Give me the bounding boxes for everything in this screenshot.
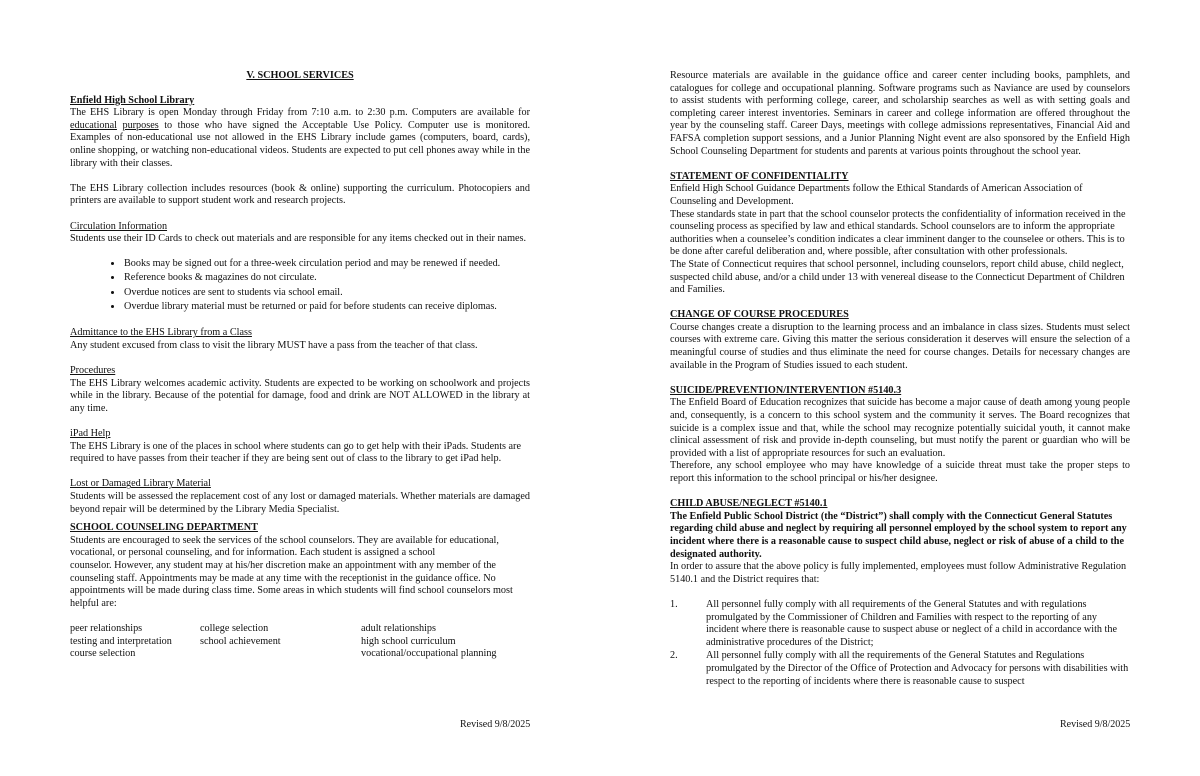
confidentiality-p3: The State of Connecticut requires that school personnel, including counselors, report child abuse, child neglect, suspected child abuse, and/or a child under 13 with venereal disease to the Connecticut Department of Children and Families.: [670, 258, 1125, 296]
area-item: course selection: [70, 648, 136, 660]
library-paragraph-2: The EHS Library collection includes resources (book & online) supporting the curriculum. Photocopiers and printers are available to support student work and research projects.: [70, 182, 530, 207]
area-item: peer relationships: [70, 622, 143, 634]
list-item: [670, 650, 1130, 688]
suicide-heading: SUICIDE/PREVENTION/INTERVENTION #5140.3: [670, 384, 902, 396]
area-item: adult relationships: [361, 622, 436, 634]
admittance-heading: Admittance to the EHS Library from a Class: [70, 327, 252, 339]
admittance-text: Any student excused from class to visit the library MUST have a pass from the teacher of that class.: [70, 339, 478, 351]
item-number: 2.: [670, 650, 678, 662]
child-abuse-policy: The Enfield Public School District (the “District”) shall comply with the Connecticut General Statutes regarding child abuse and neglect by requiring all personnel employed by the school system to report any incident where there is a reasonable cause to suspect child abuse, neglect or risk of abuse of a child to the designated authority.: [670, 510, 1127, 560]
left-footer: Revised 9/8/2025: [460, 719, 531, 730]
page-title: V. SCHOOL SERVICES: [246, 70, 354, 81]
confidentiality-p1: Enfield High School Guidance Departments follow the Ethical Standards of American Association of Counseling and Development.: [670, 183, 1083, 207]
item-number: 1.: [670, 598, 678, 610]
procedures-heading: Procedures: [70, 365, 116, 377]
item-text: All personnel fully comply with all requirements of the General Statutes and with regulations promulgated by the Commissioner of Children and Families with respect to the reporting of any incident where there is reasonable cause to suspect abuse or neglect of a child in accordance with the administrative procedures of the District;: [706, 598, 1118, 648]
area-item: college selection: [200, 622, 269, 634]
lost-text: Students will be assessed the replacement cost of any lost or damaged materials. Whether materials are damaged beyond repair will be determined by the Library Media Specialist.: [70, 491, 530, 515]
library-heading: Enfield High School Library: [70, 94, 195, 106]
ipad-heading: iPad Help: [70, 428, 111, 440]
list-item: [670, 599, 1130, 649]
child-abuse-heading: CHILD ABUSE/NEGLECT #5140.1: [670, 498, 828, 510]
suicide-p1: The Enfield Board of Education recognizes that suicide has become a major cause of death among young people and, consequently, is a concern to this school system and the community it serves. The Board recognizes that suicide is a complex issue and that, while the school may recognize potentially suicidal youth, it cannot make clinical assessment of risk and provide in-depth counseling, but must notify the parent or guardian who will be provided with a list of appropriate resources for such an evaluation.: [670, 397, 1130, 459]
course-change-heading: CHANGE OF COURSE PROCEDURES: [670, 309, 849, 321]
counseling-text-1: Students are encouraged to seek the services of the school counselors. They are available for educational, vocational, or personal counseling, and for information. Each student is assigned a school: [70, 534, 499, 559]
area-item: [200, 648, 361, 661]
child-abuse-list: [670, 599, 1130, 688]
resources-text: Resource materials are available in the guidance office and career center including books, pamphlets, and catalogues for college and occupational planning. Software programs such as Naviance are used by counselors to assist students with performing college, career, and scholarship searches as well as with setting goals and completing career interest inventories. Seminars in career and college information are offered throughout the year by the counseling staff. Career Days, meetings with college admissions representatives, Financial Aid and FAFSA completion support sessions, and a Junior Planning Night event are also sponsored by the Enfield High School Counseling Department for students and parents at various points throughout the school year.: [670, 70, 1130, 157]
area-item: school achievement: [200, 635, 281, 647]
counseling-areas: [70, 623, 530, 661]
purposes-link: purposes: [122, 119, 159, 131]
area-item: testing and interpretation: [70, 635, 172, 647]
area-item: high school curriculum: [361, 635, 456, 647]
circulation-list: [70, 258, 530, 313]
confidentiality-p2: These standards state in part that the school counselor protects the confidentiality of information received in the counseling process as specified by law and ethical standards. School counselors are to inform the appropriate authorities when a counselee’s condition indicates a clear imminent danger to the counselee or others. This is to be done after careful deliberation and, where possible, after consultation with other professionals.: [670, 208, 1126, 258]
item-text: All personnel fully comply with all the requirements of the General Statutes and Regulations promulgated by the Director of the Office of Protection and Advocacy for persons with disabilities with respect to the reporting of incidents where there is reasonable cause to suspect: [706, 650, 1129, 687]
list-item: • Books may be signed out for a three-week circulation period and may be renewed if needed.: [123, 258, 530, 271]
procedures-text: The EHS Library welcomes academic activity. Students are expected to be working on schoolwork and projects while in the library. Because of the potential for damage, food and drink are NOT ALLOWED in the library at any time.: [70, 377, 530, 414]
course-change-text: Course changes create a disruption to the learning process and an imbalance in class sizes. Students must select courses with extreme care. Giving this matter the serious consideration it deserves will ensure the selection of a meaningful course of studies and thus eliminate the need for course changes. Details for necessary changes are available in the Program of Studies issued to each student.: [670, 321, 1130, 371]
circulation-text: Students use their ID Cards to check out materials and are responsible for any items checked out in their names.: [70, 233, 527, 245]
area-item: vocational/occupational planning: [361, 648, 497, 660]
educational-link: educational: [70, 119, 117, 131]
library-paragraph-1: The EHS Library is open Monday through Friday from 7:10 a.m. to 2:30 p.m. Computers are available for educational purposes to those who have signed the Acceptable Use Policy. Computer use is monitored. Examples of non-educational use not allowed in the EHS Library include games (computers, board, cards), online shopping, or watching non-educational videos. Students are expected to put cell phones away while in the library with their classes.: [70, 107, 531, 169]
right-page: [670, 70, 1130, 689]
list-item: • Overdue notices are sent to students via school email.: [123, 287, 530, 300]
ipad-text: The EHS Library is one of the places in school where students can go to get help with their iPads. Students are required to have passes from their teacher if they are being sent out of class to the library to get iPad help.: [70, 440, 521, 465]
circulation-heading: Circulation Information: [70, 220, 168, 232]
left-page: [70, 70, 530, 661]
child-abuse-text: In order to assure that the above policy is fully implemented, employees must follow Administrative Regulation 5140.1 and the District requires that:: [670, 561, 1127, 585]
suicide-p2: Therefore, any school employee who may have knowledge of a suicide threat must take the proper steps to report this information to the school principal or his/her designee.: [670, 460, 1130, 484]
right-footer: Revised 9/8/2025: [1060, 719, 1131, 730]
counseling-text-2: counselor. However, any student may at his/her discretion make an appointment with any member of the counseling staff. Appointments may be made at any time with the receptionist in the guidance office. No appointments will be made during class time. Some areas in which students will find school counselors most helpful are:: [70, 559, 513, 609]
list-item: • Overdue library material must be returned or paid for before students can receive diplomas.: [123, 301, 530, 314]
confidentiality-heading: STATEMENT OF CONFIDENTIALITY: [670, 170, 849, 182]
list-item: • Reference books & magazines do not circulate.: [123, 272, 530, 285]
counseling-heading: SCHOOL COUNSELING DEPARTMENT: [70, 522, 258, 534]
lost-heading: Lost or Damaged Library Material: [70, 478, 211, 490]
